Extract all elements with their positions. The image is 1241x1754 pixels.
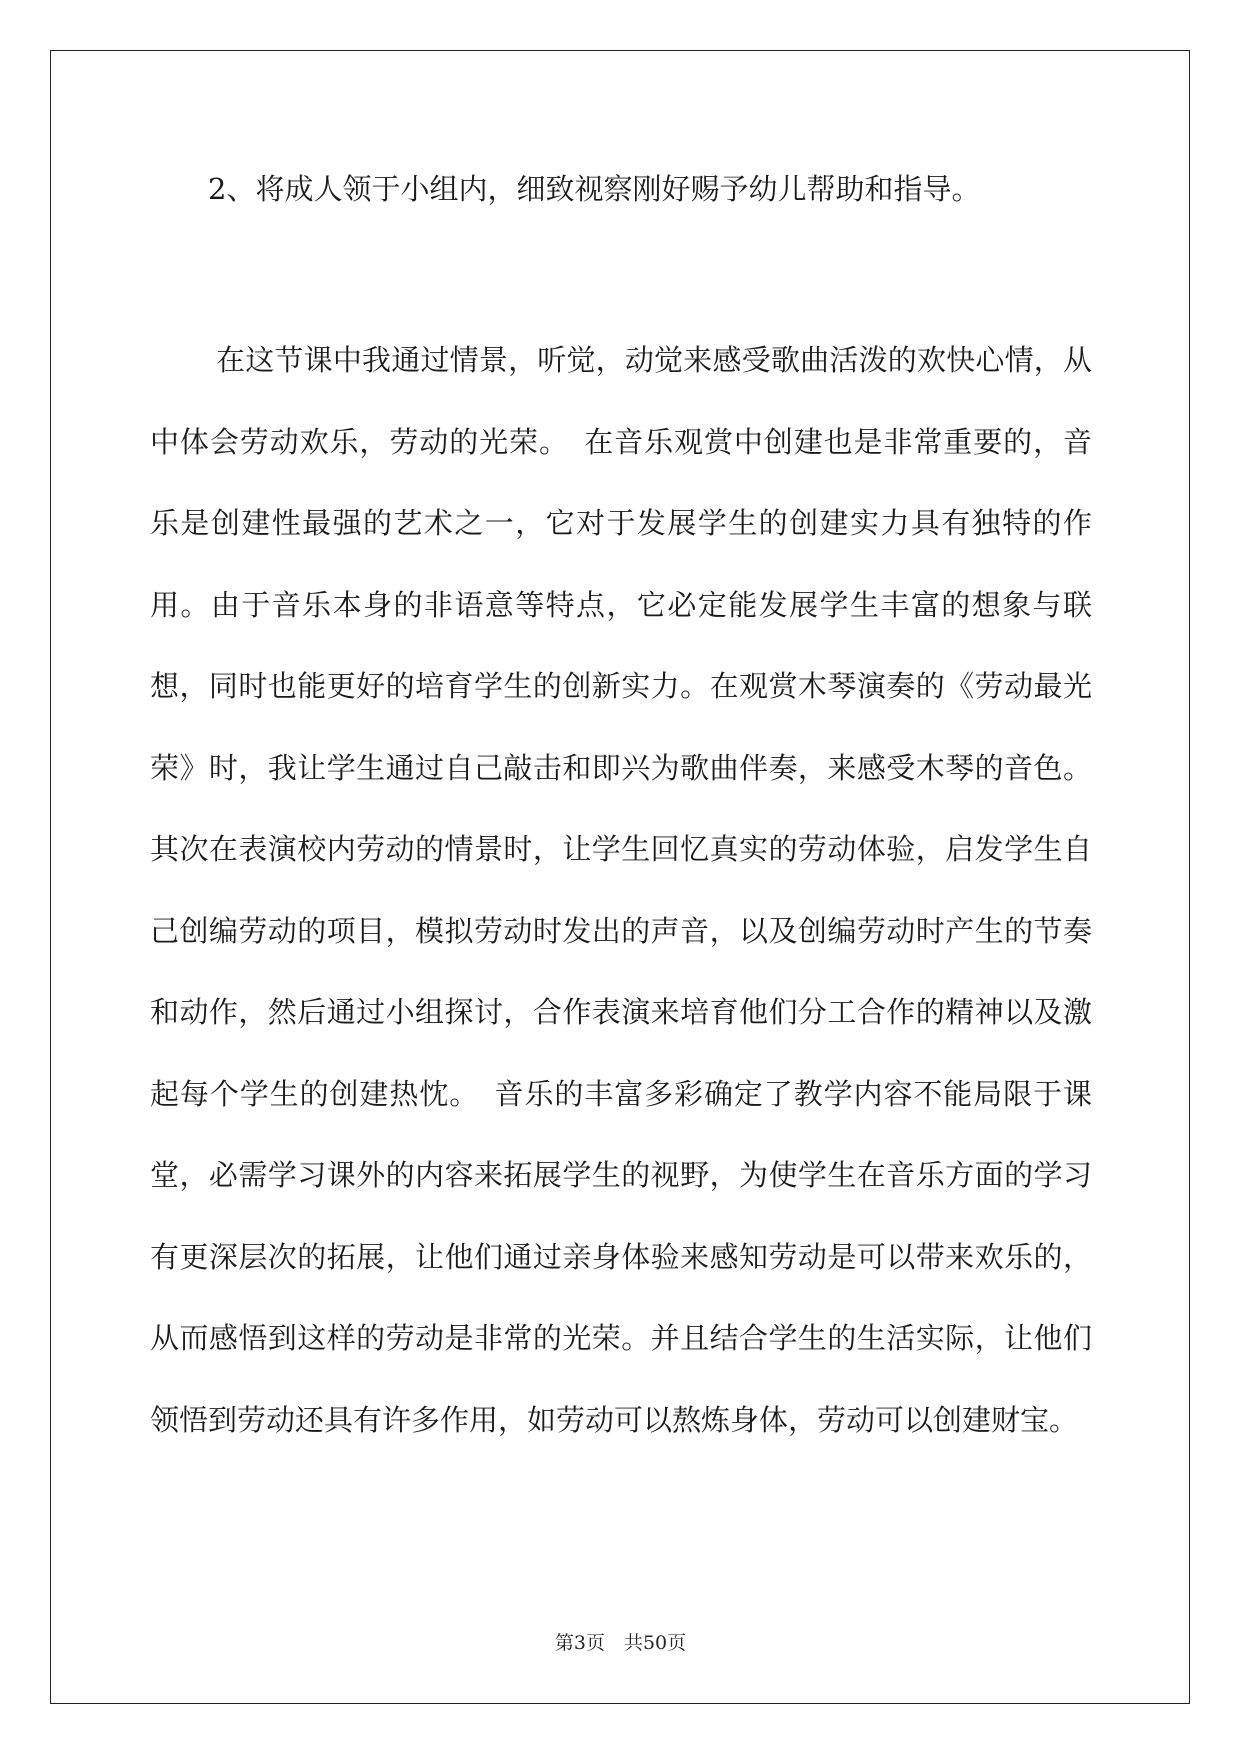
page-footer: [0, 1628, 1241, 1655]
paragraph-main: [150, 320, 1092, 1461]
paragraph-intro: [150, 168, 1092, 210]
paragraph-intro-text: 2、将成人领于小组内，细致视察刚好赐予幼儿帮助和指导。: [208, 172, 981, 206]
page-number: 第3页 共50页: [554, 1632, 687, 1654]
paragraph-main-text: 在这节课中我通过情景，听觉，动觉来感受歌曲活泼的欢快心情，从中体会劳动欢乐，劳动的光荣。 在音乐观赏中创建也是非常重要的，音乐是创建性最强的艺术之一，它对于发展学生的创建实力具有独特的作用。由于音乐本身的非语意等特点，它必定能发展学生丰富的想象与联想，同时也能更好的培育学生的创新实力。在观赏木琴演奏的《劳动最光荣》时，我让学生通过自己敲击和即兴为歌曲伴奏，来感受木琴的音色。其次在表演校内劳动的情景时，让学生回忆真实的劳动体验，启发学生自己创编劳动的项目，模拟劳动时发出的声音，以及创编劳动时产生的节奏和动作，然后通过小组探讨，合作表演来培育他们分工合作的精神以及激起每个学生的创建热忱。 音乐的丰富多彩确定了教学内容不能局限于课堂，必需学习课外的内容来拓展学生的视野，为使学生在音乐方面的学习有更深层次的拓展，让他们通过亲身体验来感知劳动是可以带来欢乐的，从而感悟到这样的劳动是非常的光荣。并且结合学生的生活实际，让他们领悟到劳动还具有许多作用，如劳动可以熬炼身体，劳动可以创建财宝。: [150, 343, 1092, 1437]
